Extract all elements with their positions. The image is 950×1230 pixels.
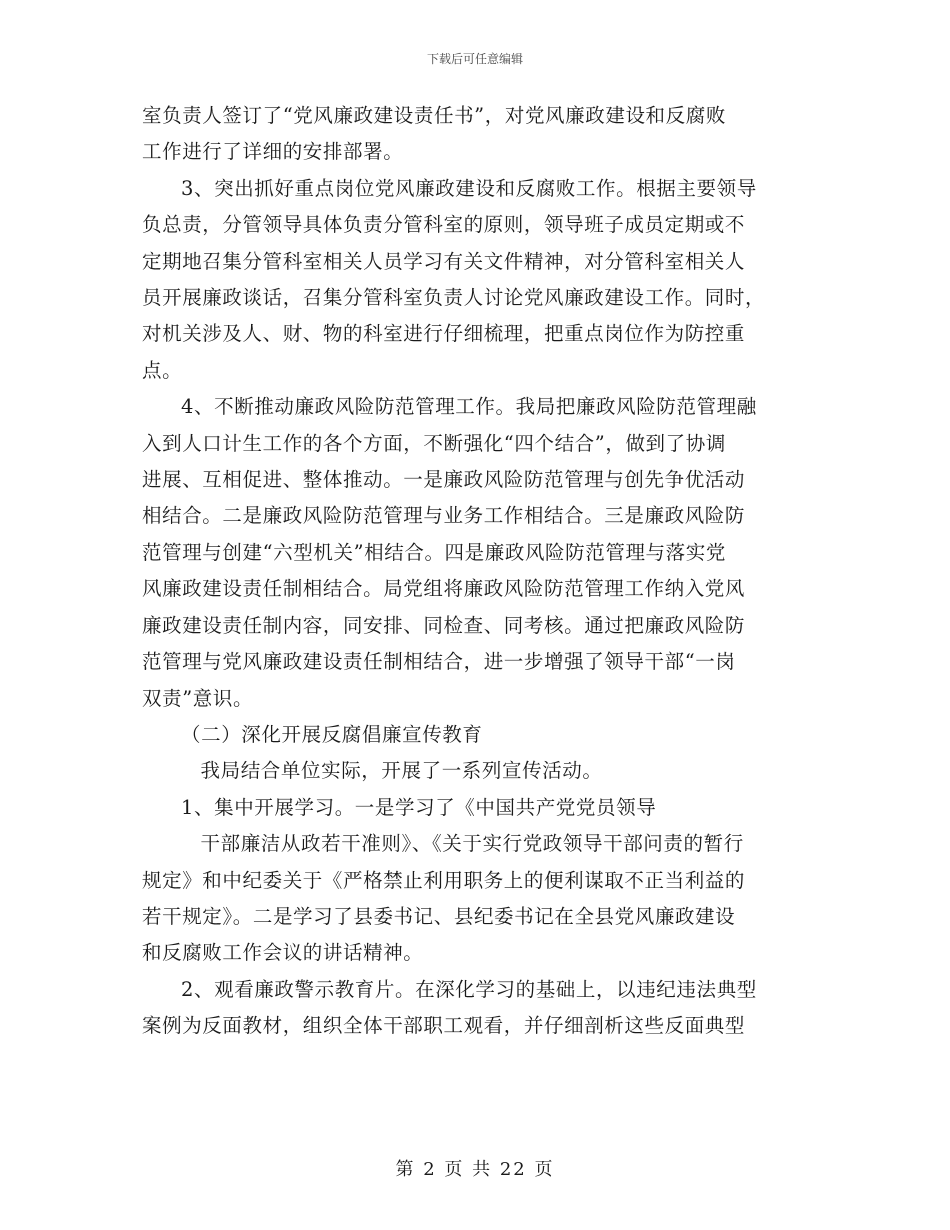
- text-line: 定期地召集分管科室相关人员学习有关文件精神，对分管科室相关人: [142, 249, 746, 273]
- paragraph-item-2: [142, 972, 814, 1008]
- text-line: 范管理与党风廉政建设责任制相结合，进一步增强了领导干部“一岗: [142, 650, 736, 674]
- text-line: 我局结合单位实际，开展了一系列宣传活动。: [200, 759, 603, 783]
- document-body: [142, 98, 814, 1045]
- text-line: 规定》和中纪委关于《严格禁止利用职务上的便利谋取不正当利益的: [142, 868, 746, 892]
- paragraph-item-1-cont-2: [142, 863, 814, 972]
- paragraph-item-3: [142, 171, 814, 207]
- page-header-note: 下载后可任意编辑: [426, 52, 523, 66]
- text-line: 案例为反面教材，组织全体干部职工观看，并仔细剖析这些反面典型: [142, 1014, 746, 1038]
- text-line: 范管理与创建“六型机关”相结合。四是廉政风险防范管理与落实党: [142, 540, 726, 564]
- paragraph-continuation: [142, 98, 814, 171]
- text-line: 入到人口计生工作的各个方面，不断强化“四个结合”，做到了协调: [142, 431, 726, 455]
- text-line: 双责”意识。: [142, 686, 254, 710]
- paragraph-intro: [142, 753, 814, 789]
- text-line: 3、突出抓好重点岗位党风廉政建设和反腐败工作。根据主要领导: [181, 176, 757, 200]
- page-number-footer: 第 2 页 共 22 页: [395, 1159, 555, 1180]
- paragraph-item-4-cont: [142, 426, 814, 717]
- text-line: 员开展廉政谈话，召集分管科室负责人讨论党风廉政建设工作。同时，: [142, 286, 766, 310]
- text-line: 和反腐败工作会议的讲话精神。: [142, 941, 424, 965]
- text-line: 进展、互相促进、整体推动。一是廉政风险防范管理与创先争优活动: [142, 468, 746, 492]
- paragraph-item-2-cont: [142, 1008, 814, 1044]
- text-line: 相结合。二是廉政风险防范管理与业务工作相结合。三是廉政风险防: [142, 504, 746, 528]
- section-heading: [142, 717, 814, 753]
- text-line: 对机关涉及人、财、物的科室进行仔细梳理，把重点岗位作为防控重: [142, 322, 746, 346]
- text-line: 廉政建设责任制内容，同安排、同检查、同考核。通过把廉政风险防: [142, 613, 746, 637]
- paragraph-item-3-cont: [142, 207, 814, 389]
- text-line: 室负责人签订了“党风廉政建设责任书”，对党风廉政建设和反腐败: [142, 104, 726, 127]
- paragraph-item-1-cont: [142, 826, 814, 862]
- text-line: （二）深化开展反腐倡廉宣传教育: [181, 722, 483, 746]
- text-line: 工作进行了详细的安排部署。: [142, 140, 404, 164]
- paragraph-item-4: [142, 389, 814, 425]
- text-line: 4、不断推动廉政风险防范管理工作。我局把廉政风险防范管理融: [181, 395, 757, 419]
- text-line: 点。: [142, 358, 183, 382]
- paragraph-item-1: [142, 790, 814, 826]
- text-line: 干部廉洁从政若干准则》、《关于实行党政领导干部问责的暂行: [200, 832, 744, 856]
- text-line: 负总责，分管领导具体负责分管科室的原则，领导班子成员定期或不: [142, 213, 746, 237]
- text-line: 1、集中开展学习。一是学习了《中国共产党党员领导: [181, 795, 657, 819]
- text-line: 若干规定》。二是学习了县委书记、县纪委书记在全县党风廉政建设: [142, 904, 736, 928]
- text-line: 风廉政建设责任制相结合。局党组将廉政风险防范管理工作纳入党风: [142, 577, 746, 601]
- text-line: 2、观看廉政警示教育片。在深化学习的基础上，以违纪违法典型: [181, 977, 757, 1001]
